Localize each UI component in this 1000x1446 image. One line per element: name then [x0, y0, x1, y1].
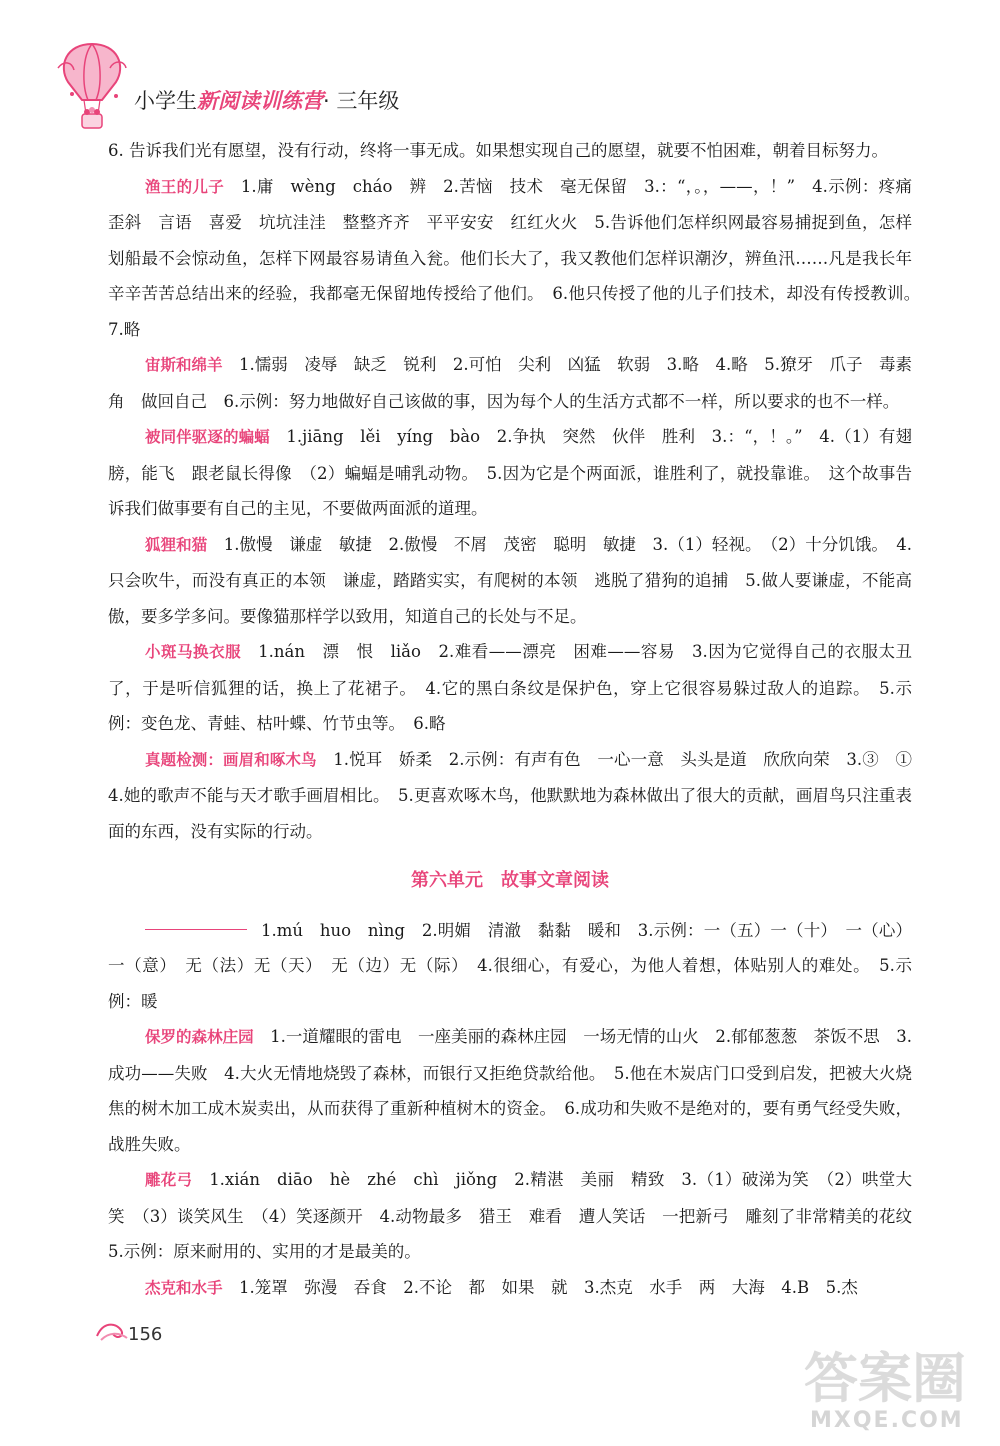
entry-text: 1.一道耀眼的雷电 一座美丽的森林庄园 一场无情的山火 2.郁郁葱葱 茶饭不思 3.成功——失败 4.大火无情地烧毁了森林，而银行又拒绝贷款给他。 5.他在木炭店门口受到启发，把被大火烧焦的树木加工成木炭卖出，从而获得了重新种植树木的资金。 6.成功和失败不是绝对的，要有勇气经受失败，战胜失败。: [108, 1027, 913, 1154]
entry-text: 1.傲慢 谦虚 敏捷 2.傲慢 不屑 茂密 聪明 敏捷 3.（1）轻视。 （2）十分饥饿。 4.只会吹牛，而没有真正的本领 谦虚，踏踏实实，有爬树的本领 逃脱了猎狗的追捕 5.做人要谦虚，不能高傲，要多学多问。要像猫那样学以致用，知道自己的长处与不足。: [108, 534, 913, 626]
page-number: 156: [128, 1324, 163, 1345]
book-title: [134, 85, 399, 115]
entry-title: 雕花弓: [145, 1171, 193, 1189]
entry-text: 1.庸 wèng cháo 辨 2.苦恼 技术 毫无保留 3.：“，。，——，！” 4.示例：疼痛 歪斜 言语 喜爱 坑坑洼洼 整整齐齐 平平安安 红红火火 5.告诉他们怎样织网最容易捕捉到鱼，怎样划船最不会惊动鱼，怎样下网最容易请鱼入瓮。他们长大了，我又教他们怎样识潮汐，辨鱼汛……凡是我长年辛辛苦苦总结出来的经验，我都毫无保留地传授给了他们。 6.他只传授了他的儿子们技术，却没有传授教训。 7.略: [108, 176, 929, 339]
answer-entry: [108, 419, 912, 527]
entry-text: 1.nán 漂 恨 liǎo 2.难看——漂亮 困难——容易 3.因为它觉得自己的衣服太丑了，于是听信狐狸的话，换上了花裙子。 4.它的黑白条纹是保护色，穿上它很容易躲过敌人的追踪。 5.示例：变色龙、青蛙、枯叶蝶、竹节虫等。 6.略: [108, 642, 912, 733]
answer-entry: [108, 742, 929, 850]
entry-title: 宙斯和绵羊: [145, 356, 223, 374]
entry-title: 真题检测：画眉和啄木鸟: [145, 750, 317, 769]
answer-entry: [108, 347, 929, 419]
answer-entry: [108, 634, 912, 742]
watermark-logo: [800, 1336, 972, 1436]
entry-text: 1.mú huo nìng 2.明媚 清澈 黏黏 暖和 3.示例：一（五）一（十） 一（心）一（意） 无（法）无（天） 无（边）无（际） 4.很细心，有爱心，为他人着想，体贴别人的难处。 5.示例：暖: [108, 920, 912, 1011]
book-title-brand: 新阅读训练营: [197, 89, 323, 113]
entry-title: 狐狸和猫: [145, 535, 208, 554]
entry-text: 1.懦弱 凌辱 缺乏 锐利 2.可怕 尖利 凶猛 软弱 3.略 4.略 5.獠牙 爪子 毒素 角 做回自己 6.示例：努力地做好自己该做的事，因为每个人的生活方式都不一样，所以要求的也不一样。: [108, 355, 929, 411]
section-heading: 第六单元 故事文章阅读: [411, 870, 609, 891]
entry-text: 1.xián diāo hè zhé chì jiǒng 2.精湛 美丽 精致 3.（1）破涕为笑 （2）哄堂大笑 （3）谈笑风生 （4）笑逐颜开 4.动物最多 猎王 难看 遭人笑话 一把新弓 雕刻了非常精美的花纹 5.示例：原来耐用的、实用的才是最美的。: [108, 1170, 929, 1261]
blank-title-line: [145, 929, 247, 930]
entry-title: 渔王的儿子: [145, 177, 225, 196]
watermark-text: 答案圈: [804, 1347, 966, 1410]
entry-title: 保罗的森林庄园: [145, 1028, 254, 1046]
page-header: [52, 38, 472, 133]
entry-title: 被同伴驱逐的蝙蝠: [145, 428, 270, 446]
hot-air-balloon-logo: [52, 38, 132, 133]
answer-entry: [108, 1270, 912, 1307]
entry-text: 1.悦耳 娇柔 2.示例：有声有色 一心一意 头头是道 欣欣向荣 3.③ ① 4.她的歌声不能与天才歌手画眉相比。 5.更喜欢啄木鸟，他默默地为森林做出了很大的贡献，画眉鸟只注重表面的东西，没有实际的行动。: [108, 749, 929, 841]
entry-text: 1.笼罩 弥漫 吞食 2.不论 都 如果 就 3.杰克 水手 两 大海 4.B 5.杰: [239, 1277, 858, 1297]
entry-title: 小斑马换衣服: [145, 643, 242, 661]
entry-text: 1.jiāng lěi yíng bào 2.争执 突然 伙伴 胜利 3.：“，！。” 4.（1）有翅膀，能飞 跟老鼠长得像 （2）蝙蝠是哺乳动物。 5.因为它是个两面派，谁胜利了，就投靠谁。 这个故事告诉我们做事要有自己的主见，不要做两面派的道理。: [108, 427, 912, 518]
watermark-url: MXQE.COM: [810, 1408, 964, 1433]
entry-title: 杰克和水手: [145, 1278, 223, 1297]
entry-text: 6. 告诉我们光有愿望，没有行动，终将一事无成。如果想实现自己的愿望，就要不怕困难，朝着目标努力。: [108, 141, 888, 160]
book-title-suffix: · 三年级: [323, 89, 400, 113]
answer-entry: [108, 169, 929, 348]
answer-entry: [108, 527, 912, 635]
answer-entry: [108, 1019, 912, 1162]
answer-entry: [108, 913, 912, 1020]
book-title-prefix: 小学生: [134, 89, 197, 113]
answer-content: [108, 132, 929, 1306]
answer-entry: [108, 1162, 929, 1270]
footer-swirl-icon: [95, 1318, 129, 1344]
answer-entry: [108, 133, 912, 169]
